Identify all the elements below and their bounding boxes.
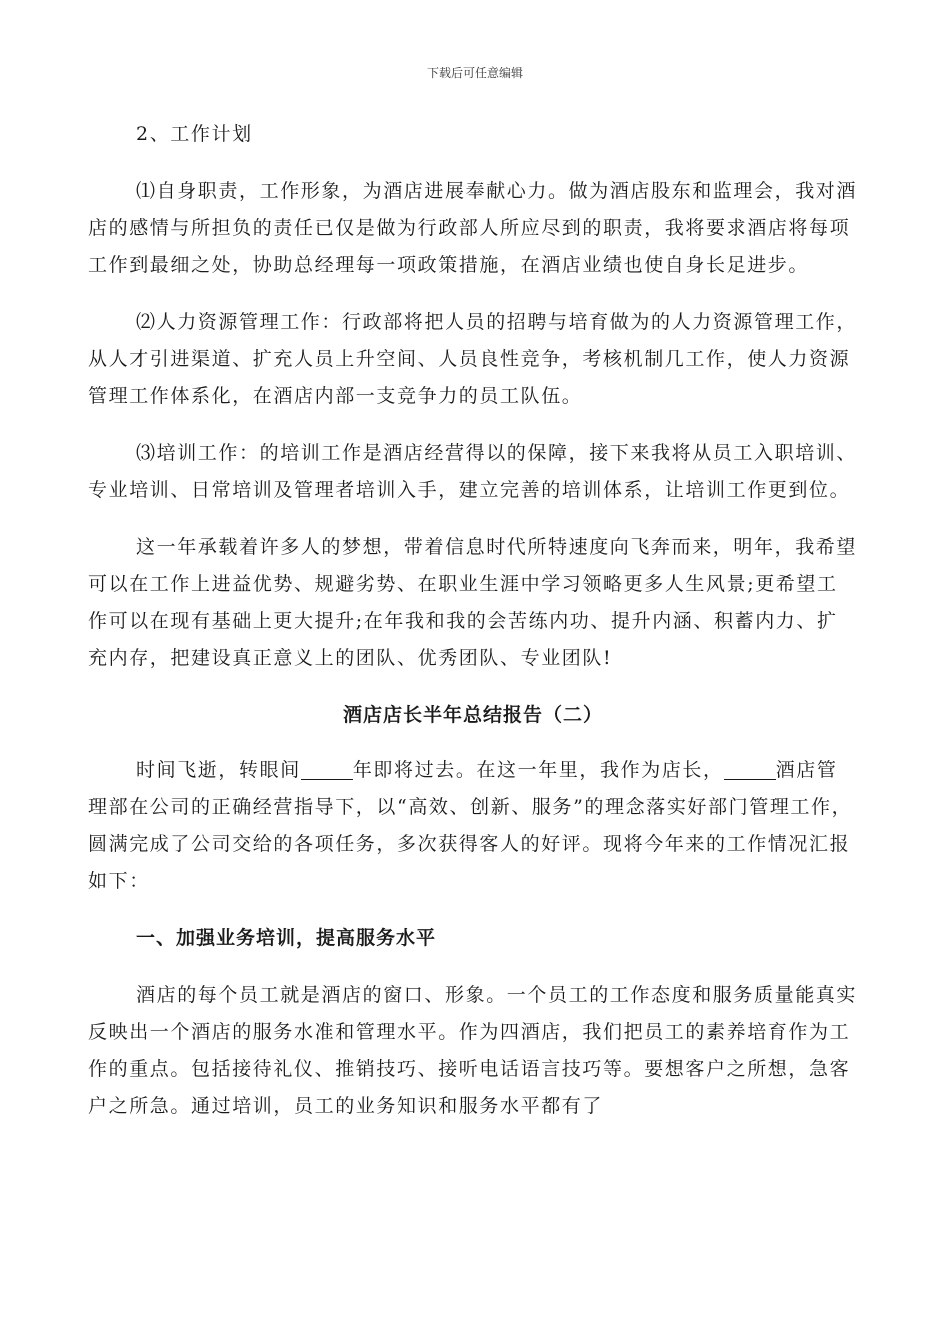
plan-item-3: ⑶培训工作：的培训工作是酒店经营得以的保障，接下来我将从员工入职培训、专业培训、日常培训及管理者培训入手，建立完善的培训体系，让培训工作更到位。 [88,442,858,501]
page-watermark: 下载后可任意编辑 [426,66,523,80]
intro-paragraph [88,752,858,900]
training-paragraph: 酒店的每个员工就是酒店的窗口、形象。一个员工的工作态度和服务质量能真实反映出一个酒店的服务水准和管理水平。作为四酒店，我们把员工的素养培育作为工作的重点。包括接待礼仪、推销技巧、接听电话语言技巧等。要想客户之所想，急客户之所急。通过培训，员工的业务知识和服务水平都有了 [88,984,858,1117]
closing-paragraph: 这一年承载着许多人的梦想，带着信息时代所特速度向飞奔而来，明年，我希望可以在工作上进益优势、规避劣势、在职业生涯中学习领略更多人生风景;更希望工作可以在现有基础上更大提升;在年我和我的会苦练内功、提升内涵、积蓄内力、扩充内存，把建设真正意义上的团队、优秀团队、专业团队! [88,536,858,669]
blank-fill-2 [724,759,776,780]
document-body [88,116,858,1125]
report-title: 酒店店长半年总结报告（二） [342,704,603,726]
intro-text-1: 时间飞逝，转眼间 [136,759,301,781]
section-heading-training: 一、加强业务培训，提高服务水平 [136,927,437,949]
section-heading-work-plan: 2、工作计划 [136,123,253,145]
intro-text-3: 酒店管理部在公司的正确经营指导下，以“高效、创新、服务”的理念落实好部门管理工作，圆满完成了公司交给的各项任务，多次获得客人的好评。现将今年来的工作情况汇报如下： [88,759,853,892]
plan-item-1: ⑴自身职责，工作形象，为酒店进展奉献心力。做为酒店股东和监理会，我对酒店的感情与所担负的责任已仅是做为行政部人所应尽到的职责，我将要求酒店将每项工作到最细之处，协助总经理每一项政策措施，在酒店业绩也使自身长足进步。 [88,180,858,276]
plan-item-2: ⑵人力资源管理工作：行政部将把人员的招聘与培育做为的人力资源管理工作，从人才引进渠道、扩充人员上升空间、人员良性竞争，考核机制几工作，使人力资源管理工作体系化，在酒店内部一支竞争力的员工队伍。 [88,311,858,407]
blank-fill-1 [301,759,353,780]
intro-text-2: 年即将过去。在这一年里，我作为店长， [352,759,724,781]
